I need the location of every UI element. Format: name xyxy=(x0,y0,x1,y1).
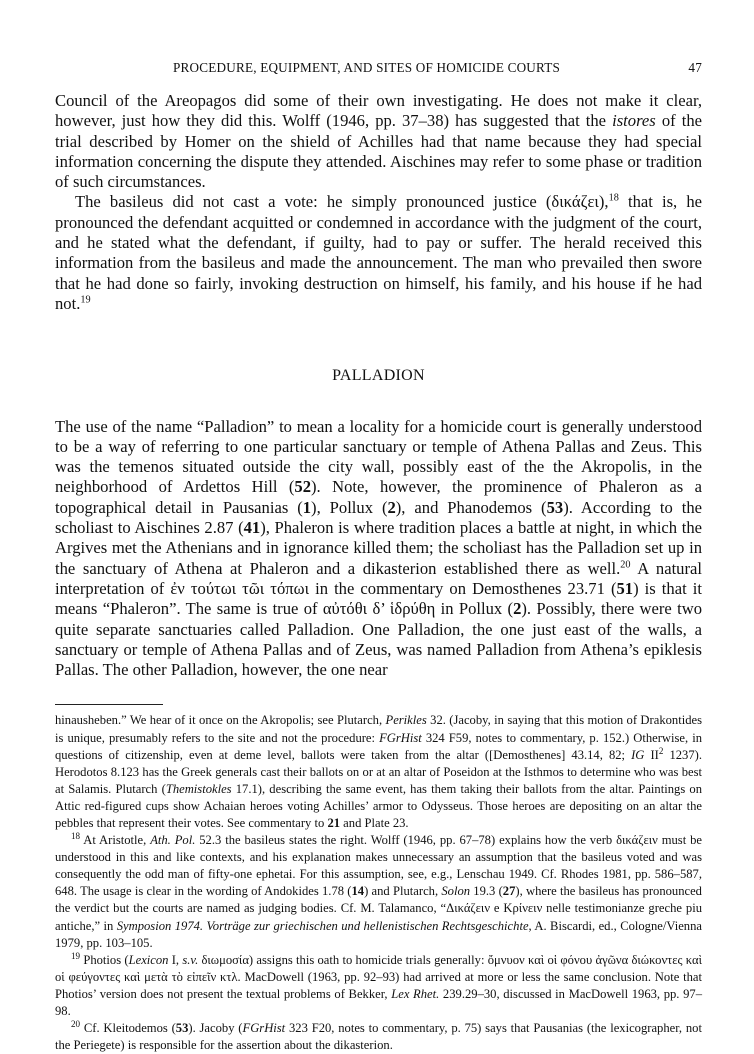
section-heading-palladion: PALLADION xyxy=(332,367,425,385)
text-run: A natural interpretation of ἐν τούτωι τῶι τόπωι in the commentary on Demosthenes 23.71 ( xyxy=(55,558,702,598)
text-run: 19.3 ( xyxy=(470,884,503,899)
text-run: The use of the name “Palladion” to mean a locality for a homicide court is generally understood to be a way of referring to one particular sanctuary or temple of Athena Pallas and Zeus. This was the temenos situated outside the city wall, possibly east of the the Akropolis, in the neighborhood of Ardettos Hill ( xyxy=(55,416,702,497)
text-run: διωμοσία) assigns this oath to homicide trials generally: ὄμνυον καὶ οἱ φόνου ἀγῶνα διώκοντες καὶ οἱ φεύγοντες καὶ μετὰ τὸ εἰπεῖν κτλ. MacDowell (1963, pp. 92–93) had arrived at more or less the same conclusion. Note that Photios’ version does not present the textual problems of Bekker, xyxy=(55,952,702,1001)
italic-title: istores xyxy=(612,111,656,131)
reference-number: 14 xyxy=(351,884,365,899)
text-run: ), Pollux ( xyxy=(311,497,388,517)
note-marker: 20 xyxy=(620,559,631,571)
text-run: Photios ( xyxy=(80,952,129,967)
note-marker: 18 xyxy=(608,192,619,204)
reference-number: 41 xyxy=(243,518,261,538)
text-run: 52.3 the basileus states the right. Wolff (1946, pp. 67–78) explains how the verb δικάζειν must be understood in this and like contexts, and his explanation makes unnecessary an assumption that the basileus voted and was consequently the odd man of fifty-one ephetai. For this assumption, see, e.g., Lenschau 1949. Cf. Rhodes 1981, pp. 586–587, 648. The usage is clear in the wording of Andokides 1.78 ( xyxy=(55,833,702,899)
text-run: I, xyxy=(168,952,183,967)
text-run: 323 F20, notes to commentary, p. 75) says that Pausanias (the lexicographer, not the Periegete) is responsible for the assertion about the dikasterion. xyxy=(55,1021,702,1053)
italic-title: IG xyxy=(631,747,645,762)
reference-number: 51 xyxy=(616,578,634,598)
reference-number: 21 xyxy=(327,815,341,830)
text-run: ) is that it means “Phaleron”. The same is true of αὐτόθι δ’ ἱδρύθη in Pollux ( xyxy=(55,578,702,619)
italic-title: FGrHist xyxy=(379,730,422,745)
text-run: 1237). Herodotos 8.123 has the Greek generals cast their ballots on or at an altar of Poseidon at the Isthmos to determine who was best at Salamis. Plutarch ( xyxy=(55,747,702,796)
text-run: hinausheben.” We hear of it once on the Akropolis; see Plutarch, xyxy=(55,713,386,728)
italic-title: Lexicon xyxy=(128,952,169,967)
reference-number: 53 xyxy=(546,497,564,517)
reference-number: 53 xyxy=(175,1021,189,1036)
italic-title: Solon xyxy=(441,884,471,899)
body-text xyxy=(55,91,702,680)
italic-title: Lex Rhet. xyxy=(391,986,440,1001)
italic-title: Ath. Pol. xyxy=(150,833,196,848)
book-page xyxy=(55,60,702,1054)
text-run: , A. Biscardi, ed., Cologne/Vienna 1979, pp. 103–105. xyxy=(55,918,702,950)
reference-number: 2 xyxy=(513,599,522,619)
text-run: 239.29–30, discussed in MacDowell 1963, pp. 97–98. xyxy=(55,986,702,1019)
text-run: The basileus did not cast a vote: he simply pronounced justice (δικάζει), xyxy=(75,192,609,212)
text-run: ), Phaleron is where tradition places a battle at night, in which the Argives met the Athenians and in ignorance killed them; the scholiast has the Palladion set up in the sanctuary of Athena at Phaleron and a dikasterion established there as well. xyxy=(55,518,702,578)
paragraph-areopagos xyxy=(55,91,702,192)
text-run: ), where the basileus has pronounced the verdict but the courts are named as judging bodies. Cf. M. Talamanco, “Δικάζειν e Κρίνειν nelle testimonianze greche piu antiche,” in xyxy=(55,884,702,933)
note-marker: 19 xyxy=(80,294,91,306)
note-marker: 19 xyxy=(71,950,81,961)
text-run: and Plate 23. xyxy=(340,815,409,830)
text-run: At Aristotle, xyxy=(80,833,151,848)
reference-number: 1 xyxy=(302,497,312,517)
reference-number: 52 xyxy=(294,477,312,497)
text-run: ). Jacoby ( xyxy=(188,1021,243,1036)
italic-title: s.v. xyxy=(182,952,199,967)
footnote-continuation xyxy=(55,712,702,832)
text-run: 32. (Jacoby, in saying that this motion of Drakontides is unique, presumably refers to the site and not the procedure: xyxy=(55,713,702,745)
text-run: ) and Plutarch, xyxy=(364,884,442,899)
text-run: II xyxy=(644,747,659,762)
text-run: Cf. Kleitodemos ( xyxy=(80,1021,176,1036)
footnote-18 xyxy=(55,832,702,952)
italic-title: FGrHist xyxy=(242,1021,286,1036)
text-run: ), and Phanodemos ( xyxy=(395,497,547,517)
italic-title: Symposion 1974. Vorträge zur griechischen und hellenistischen Rechtsgeschichte xyxy=(116,918,529,933)
footnote-19 xyxy=(55,952,702,1020)
reference-number: 27 xyxy=(502,884,516,899)
text-run: 17.1), describing the same event, has them taking their ballots from the altar. Paintings on Attic red-figured cups show Achaian heroes voting Achilles’ armor to Odysseus. Those heroes are depositing on an altar the pebbles that represent their votes. See commentary to xyxy=(55,781,702,830)
note-marker: 2 xyxy=(658,745,664,756)
running-title: PROCEDURE, EQUIPMENT, AND SITES OF HOMICIDE COURTS xyxy=(173,60,561,75)
paragraph-basileus xyxy=(55,192,702,314)
reference-number: 2 xyxy=(387,497,396,517)
italic-title: Perikles xyxy=(385,713,427,728)
text-run: that is, he pronounced the defendant acquitted or condemned in accordance with the judgment of the court, and he stated what the defendant, if guilty, had to pay or suffer. The herald received this information from the basileus and made the announcement. The man who prevailed then swore that he had done so fairly, invoking destruction on himself, his family, and his house if he had not. xyxy=(55,192,702,313)
text-run: of the trial described by Homer on the shield of Achilles had that name because they had special information concerning the dispute they attended. Aischines may refer to some phase or tradition of such circumstances. xyxy=(55,111,702,192)
text-run: ). According to the scholiast to Aischines 2.87 ( xyxy=(55,497,702,538)
text-run: ). Possibly, there were two quite separate sanctuaries called Palladion. One Palladion, the one just east of the walls, a sanctuary or temple of Athena Pallas and of Zeus, was named Palladion from Athena’s epiklesis Pallas. The other Palladion, however, the one near xyxy=(55,599,702,680)
paragraph-palladion xyxy=(55,417,702,681)
note-marker: 18 xyxy=(71,830,81,841)
footnote-20 xyxy=(55,1020,702,1054)
italic-title: Themistokles xyxy=(165,781,232,796)
footnote-divider xyxy=(55,704,163,705)
footnotes xyxy=(55,712,702,1054)
note-marker: 20 xyxy=(71,1018,81,1029)
text-run: Council of the Areopagos did some of their own investigating. He does not make it clear, however, just how they did this. Wolff (1946, pp. 37–38) has suggested that the xyxy=(55,91,702,131)
text-run: 324 F59, notes to commentary, p. 152.) Otherwise, in questions of citizenship, even at deme level, ballots were taken from the altar ([Demosthenes] 43.14, 82; xyxy=(55,730,702,762)
text-run: ). Note, however, the prominence of Phaleron as a topographical detail in Pausanias ( xyxy=(55,477,702,517)
page-number: 47 xyxy=(688,60,702,75)
running-head xyxy=(55,60,702,82)
